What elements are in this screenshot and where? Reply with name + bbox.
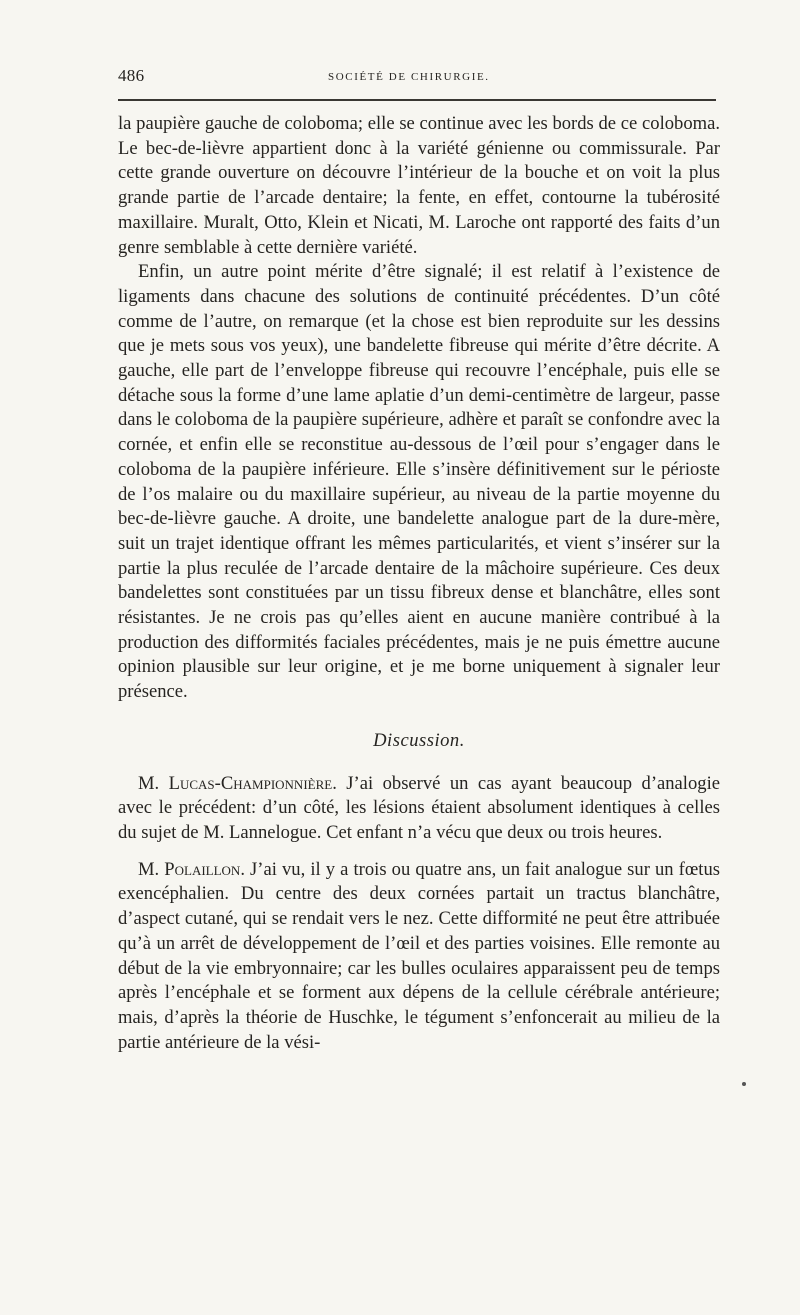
page-header [118,62,718,92]
running-title: SOCIÉTÉ DE CHIRURGIE. [328,71,490,83]
page-number: 486 [118,66,145,85]
paragraph-gap [118,846,720,858]
speaker-remark: J’ai vu, il y a trois ou quatre ans, un fait analogue sur un fœtus exencéphalien. Du centre des deux cornées partait un tractus blanchâtre, d’aspect cutané, qui se rendait vers le nez. Cette difformité ne peut être attribuée qu’à un arrêt de développement de l’œil et des parties voisines. Elle remonte au début de la vie embryonnaire; car les bulles oculaires apparaissent peu de temps après l’encéphale et se forment aux dépens de la cellule cérébrale antérieure; mais, d’après la théorie de Huschke, le tégument s’enfoncerait au milieu de la partie antérieure de la vési- [118,858,720,1053]
speaker-remark: J’ai observé un cas ayant beaucoup d’analogie avec le précédent: d’un côté, les lésions étaient absolument identiques à celles du sujet de M. Lannelogue. Cet enfant n’a vécu que deux ou trois heures. [118,772,720,843]
header-rule [118,99,716,101]
ink-speck [742,1082,746,1086]
paragraph-polaillon [118,858,720,1056]
body-text [118,112,720,1055]
discussion-heading: Discussion. [373,729,465,751]
speaker-name: M. Polaillon. [138,858,245,880]
speaker-name: M. Lucas-Championnière. [138,772,337,794]
paragraph-lucas-championniere [118,772,720,846]
paragraph-coloboma-continuation: la paupière gauche de coloboma; elle se continue avec les bords de ce coloboma. Le bec-de-lièvre appartient donc à la variété génienne ou commissurale. Par cette grande ouverture on découvre l’intérieur de la bouche et on voit la plus grande partie de l’arcade dentaire; la fente, en effet, contourne la tubérosité maxillaire. Muralt, Otto, Klein et Nicati, M. Laroche ont rapporté des faits d’un genre semblable à cette dernière variété. [118,113,720,258]
paragraph-ligaments: Enfin, un autre point mérite d’être signalé; il est relatif à l’existence de ligaments dans chacune des solutions de continuité précédentes. D’un côté comme de l’autre, on remarque (et la chose est bien reproduite sur les dessins que je mets sous vos yeux), une bandelette fibreuse qui mérite d’être décrite. A gauche, elle part de l’enveloppe fibreuse qui recouvre l’encéphale, puis elle se détache sous la forme d’une lame aplatie d’un demi-centimètre de largeur, passe dans le coloboma de la paupière supérieure, adhère et paraît se confondre avec la cornée, et enfin elle se reconstitue au-dessous de l’œil pour s’engager dans le coloboma de la paupière inférieure. Elle s’insère définitivement sur le périoste de l’os malaire ou du maxillaire supérieur, au niveau de la partie moyenne du bec-de-lièvre gauche. A droite, une bandelette analogue part de la dure-mère, suit un trajet identique offrant les mêmes particularités, et vient s’insérer sur la partie la plus reculée de l’arcade dentaire de la mâchoire supérieure. Ces deux bandelettes sont constituées par un tissu fibreux dense et blanchâtre, elles sont résistantes. Je ne crois pas qu’elles aient en aucune manière contribué à la production des difformités faciales précédentes, mais je ne puis émettre aucune opinion plausible sur leur origine, et je me borne uniquement à signaler leur présence. [118,261,720,703]
